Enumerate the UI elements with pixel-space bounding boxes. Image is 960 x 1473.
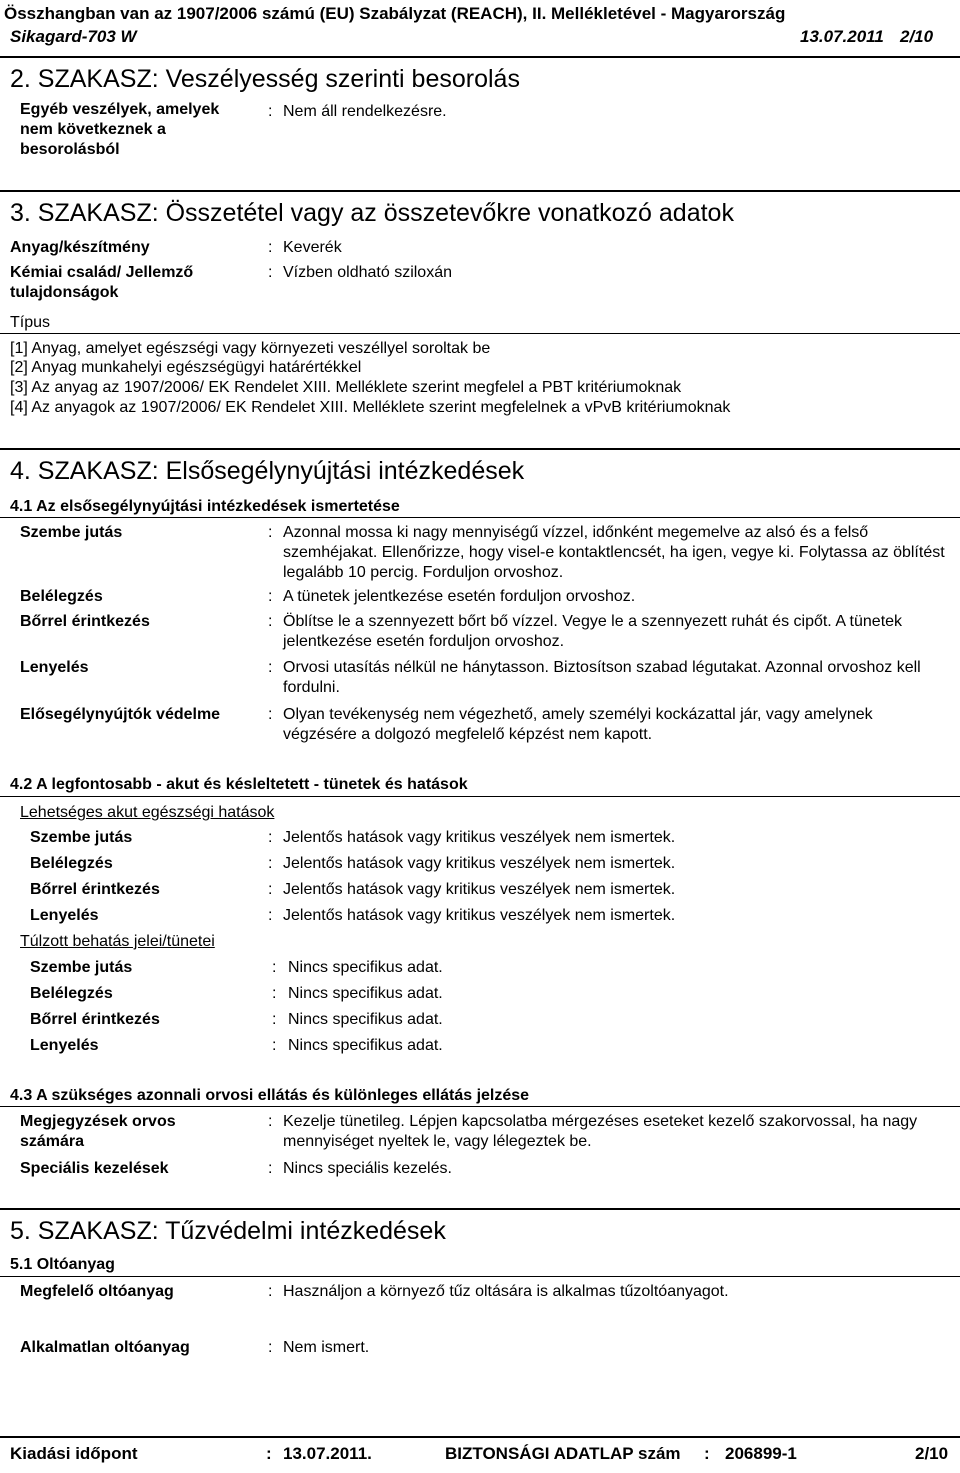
section-5 (0, 1208, 960, 1246)
unsuitable-media-label: Alkalmatlan oltóanyag (20, 1339, 190, 1356)
acute-inhalation-label: Belélegzés (30, 855, 113, 872)
product-name: Sikagard-703 W (10, 27, 137, 46)
special-treatment-value: Nincs speciális kezelés. (283, 1160, 452, 1177)
over-eye-label: Szembe jutás (30, 959, 133, 976)
doctor-notes-label: Megjegyzések orvos számára (20, 1113, 176, 1150)
chemical-family-label: Kémiai család/ Jellemző tulajdonságok (10, 264, 194, 301)
colon: : (268, 881, 273, 898)
first-aider-protection-value: Olyan tevékenység nem végezhető, amely személyi kockázattal jár, vagy amelynek végzésére a dolgozó megfelelő képzést nem kapott. (283, 706, 873, 743)
ingestion-label: Lenyelés (20, 659, 89, 676)
inhalation-label: Belélegzés (20, 588, 103, 605)
section-2 (0, 56, 960, 94)
over-ingestion-value: Nincs specifikus adat. (288, 1037, 443, 1054)
over-inhalation-label: Belélegzés (30, 985, 113, 1002)
page-footer (0, 1436, 960, 1472)
skin-contact-value: Öblítse le a szennyezett bőrt bő vízzel. Vegye le a szennyezett ruhát és cipőt. A tünetek jelentkezése esetén forduljon orvoshoz. (283, 613, 903, 650)
divider (0, 333, 960, 334)
suitable-media-label: Megfelelő oltóanyag (20, 1283, 174, 1300)
over-skin-label: Bőrrel érintkezés (30, 1011, 160, 1028)
header-page-number: 2/10 (900, 27, 934, 46)
type-note: [3] Az anyag az 1907/2006/ EK Rendelet XIII. Melléklete szerint megfelel a PBT kritériumoknak (10, 379, 682, 396)
type-note: [4] Az anyagok az 1907/2006/ EK Rendelet XIII. Melléklete szerint megfelelnek a vPvB kritériumoknak (10, 399, 731, 416)
eye-contact-label: Szembe jutás (20, 524, 123, 541)
doctor-notes-value: Kezelje tünetileg. Lépjen kapcsolatba mérgezéses eseteket kezelő szakorvossal, ha nagy mennyiséget nyeltek le, vagy lélegeztek be. (283, 1113, 918, 1150)
document-header-title: Összhangban van az 1907/2006 számú (EU) Szabályzat (REACH), II. Mellékletével - Magyarország (4, 4, 786, 23)
substance-value: Keverék (283, 239, 342, 256)
section-5-title: 5. SZAKASZ: Tűzvédelmi intézkedések (10, 1217, 446, 1245)
colon: : (268, 524, 273, 541)
colon: : (268, 588, 273, 605)
first-aider-protection-label: Elősegélynyújtók védelme (20, 706, 221, 723)
colon: : (268, 103, 273, 120)
divider (0, 1276, 960, 1277)
skin-contact-label: Bőrrel érintkezés (20, 613, 150, 630)
issue-date-value: 13.07.2011. (283, 1444, 372, 1463)
chemical-family-value: Vízben oldható sziloxán (283, 264, 452, 281)
type-note: [1] Anyag, amelyet egészségi vagy környezeti veszéllyel soroltak be (10, 340, 491, 357)
colon: : (266, 1444, 272, 1463)
divider (0, 796, 960, 797)
issue-date-label: Kiadási időpont (10, 1444, 138, 1463)
colon: : (268, 1113, 273, 1130)
other-hazards-label: Egyéb veszélyek, amelyek nem következnek a besorolásból (20, 101, 220, 158)
colon: : (704, 1444, 710, 1463)
colon: : (268, 829, 273, 846)
section-2-title: 2. SZAKASZ: Veszélyesség szerinti besorolás (10, 65, 520, 93)
colon: : (272, 985, 277, 1002)
overexposure-heading: Túlzott behatás jelei/tünetei (20, 933, 215, 950)
subsection-5-1-title: 5.1 Oltóanyag (10, 1256, 115, 1273)
divider (0, 517, 960, 518)
other-hazards-value: Nem áll rendelkezésre. (283, 103, 447, 120)
acute-skin-value: Jelentős hatások vagy kritikus veszélyek nem ismertek. (283, 881, 676, 898)
colon: : (268, 659, 273, 676)
over-eye-value: Nincs specifikus adat. (288, 959, 443, 976)
colon: : (268, 613, 273, 630)
ingestion-value: Orvosi utasítás nélkül ne hánytasson. Biztosítson szabad légutakat. Azonnal orvoshoz kell fordulni. (283, 659, 921, 696)
acute-eye-value: Jelentős hatások vagy kritikus veszélyek nem ismertek. (283, 829, 676, 846)
section-3-title: 3. SZAKASZ: Összetétel vagy az összetevőkre vonatkozó adatok (10, 199, 734, 227)
acute-ingestion-value: Jelentős hatások vagy kritikus veszélyek nem ismertek. (283, 907, 676, 924)
divider (0, 1106, 960, 1107)
colon: : (268, 1339, 273, 1356)
sds-number-value: 206899-1 (725, 1444, 797, 1463)
footer-page-number: 2/10 (915, 1444, 949, 1463)
acute-effects-heading: Lehetséges akut egészségi hatások (20, 804, 275, 821)
acute-skin-label: Bőrrel érintkezés (30, 881, 160, 898)
unsuitable-media-value: Nem ismert. (283, 1339, 370, 1356)
over-inhalation-value: Nincs specifikus adat. (288, 985, 443, 1002)
type-note: [2] Anyag munkahelyi egészségügyi határértékkel (10, 359, 362, 376)
colon: : (272, 1011, 277, 1028)
header-date: 13.07.2011 (800, 27, 884, 46)
subsection-4-1-title: 4.1 Az elsősegélynyújtási intézkedések ismertetése (10, 498, 400, 515)
colon: : (268, 239, 273, 256)
suitable-media-value: Használjon a környező tűz oltására is alkalmas tűzoltóanyagot. (283, 1283, 729, 1300)
subsection-4-3-title: 4.3 A szükséges azonnali orvosi ellátás és különleges ellátás jelzése (10, 1087, 530, 1104)
colon: : (272, 1037, 277, 1054)
acute-eye-label: Szembe jutás (30, 829, 133, 846)
inhalation-value: A tünetek jelentkezése esetén forduljon orvoshoz. (283, 588, 636, 605)
special-treatment-label: Speciális kezelések (20, 1160, 169, 1177)
colon: : (268, 264, 273, 281)
colon: : (268, 1283, 273, 1300)
substance-label: Anyag/készítmény (10, 239, 150, 256)
section-4-title: 4. SZAKASZ: Elsősegélynyújtási intézkedések (10, 457, 525, 485)
over-skin-value: Nincs specifikus adat. (288, 1011, 443, 1028)
colon: : (268, 706, 273, 723)
colon: : (268, 855, 273, 872)
colon: : (272, 959, 277, 976)
eye-contact-value: Azonnal mossa ki nagy mennyiségű vízzel, időnként megemelve az alsó és a felső szemhéjakat. Ellenőrizze, hogy visel-e kontaktlencsét, ha igen, vegye ki. Folytassa az öblítést legalább 10 percig. Forduljon orvoshoz. (283, 524, 945, 581)
sds-number-label: BIZTONSÁGI ADATLAP szám (445, 1444, 681, 1463)
subsection-4-2-title: 4.2 A legfontosabb - akut és késleltetett - tünetek és hatások (10, 776, 468, 793)
type-label: Típus (10, 314, 51, 331)
acute-ingestion-label: Lenyelés (30, 907, 99, 924)
section-3 (0, 190, 960, 228)
acute-inhalation-value: Jelentős hatások vagy kritikus veszélyek nem ismertek. (283, 855, 676, 872)
colon: : (268, 1160, 273, 1177)
colon: : (268, 907, 273, 924)
section-4 (0, 448, 960, 486)
over-ingestion-label: Lenyelés (30, 1037, 99, 1054)
